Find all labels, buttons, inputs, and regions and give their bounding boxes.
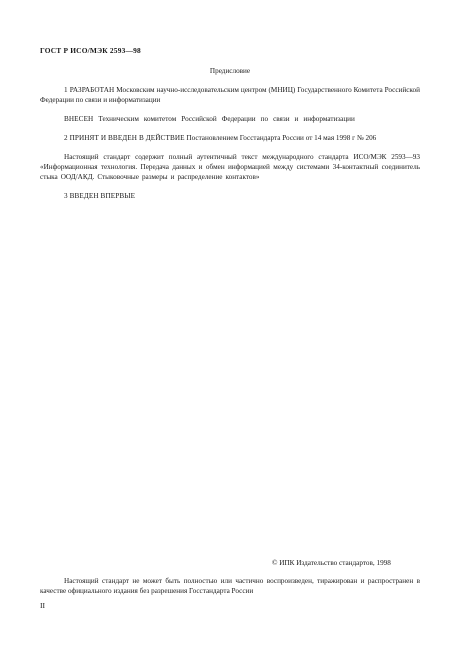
standard-code-header: ГОСТ Р ИСО/МЭК 2593—98 <box>40 46 141 55</box>
item-adopted-label: 2 ПРИНЯТ И ВВЕДЕН В ДЕЙСТВИЕ <box>64 134 185 142</box>
item-submitted-text: Техническим комитетом Российской Федерации по связи и информатизации <box>93 115 355 123</box>
item-authentic-text-body: Настоящий стандарт содержит полный аутентичный текст международного стандарта ИСО/МЭК 2593—93 «Информационная технология. Передача данных и обмен информацией между системами 34-контактный соединитель стыка ООД/АКД. Стыковочные размеры и распределение контактов» <box>40 153 420 181</box>
item-developed-label: 1 РАЗРАБОТАН <box>64 86 115 94</box>
item-developed <box>40 85 420 105</box>
reproduction-notice: Настоящий стандарт не может быть полностью или частично воспроизведен, тиражирован и распространен в качестве официального издания без разрешения Госстандарта России <box>40 577 420 595</box>
copyright-line: © ИПК Издательство стандартов, 1998 <box>272 559 391 567</box>
item-adopted <box>40 133 420 143</box>
item-submitted <box>40 114 420 124</box>
item-submitted-label: ВНЕСЕН <box>64 115 94 123</box>
item-developed-text: Московским научно-исследовательским центром (МНИЦ) Государственного Комитета Российской Федерации по связи и информатизации <box>40 86 420 104</box>
page-number: II <box>40 601 46 610</box>
item-authentic-text <box>40 152 420 182</box>
item-introduced-label: 3 ВВЕДЕН ВПЕРВЫЕ <box>64 192 136 200</box>
item-introduced <box>40 191 420 201</box>
foreword-title: Предисловие <box>209 67 251 75</box>
foreword-section <box>40 66 420 210</box>
item-adopted-text: Постановлением Госстандарта России от 14 мая 1998 г № 206 <box>184 134 377 142</box>
